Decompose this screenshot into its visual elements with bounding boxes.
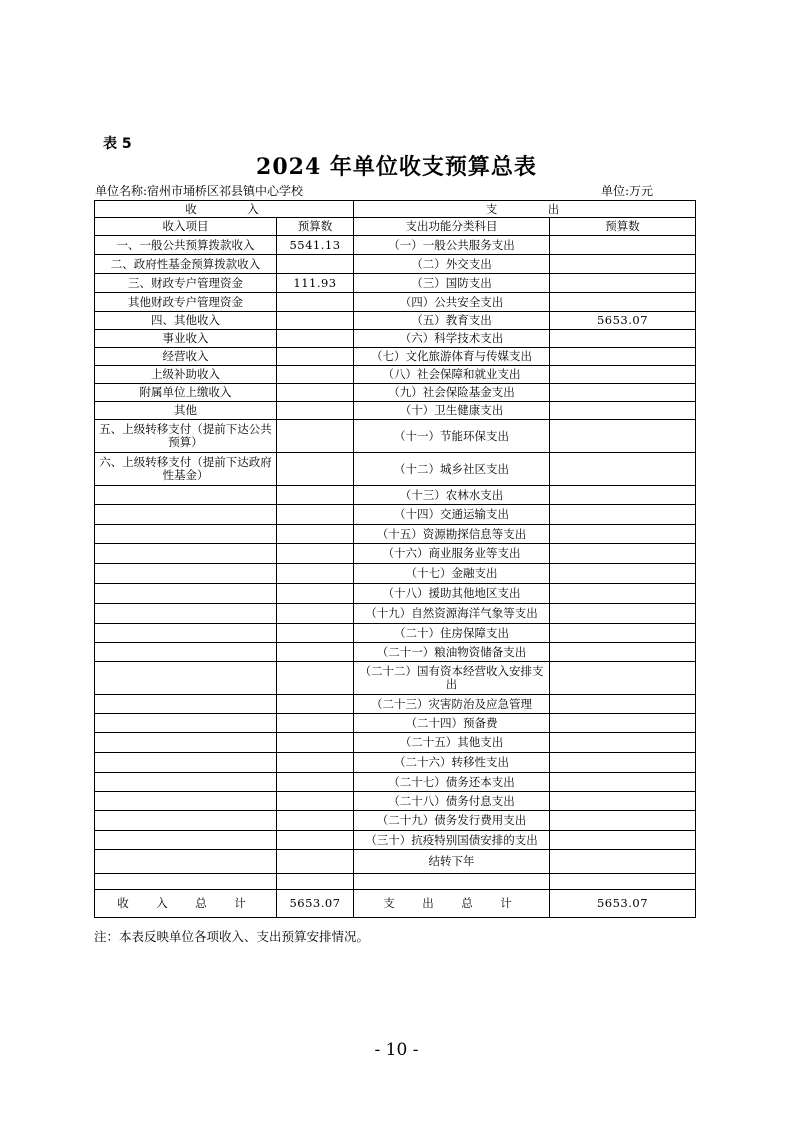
table-row	[95, 850, 696, 874]
expense-amount-cell	[550, 695, 696, 714]
income-total-amount: 5653.07	[277, 890, 354, 918]
income-amount-cell	[277, 584, 354, 604]
expense-amount-cell	[550, 643, 696, 662]
expense-item-cell: （十九）自然资源海洋气象等支出	[354, 604, 550, 624]
table-row	[95, 525, 696, 544]
income-item-cell: 其他	[95, 402, 277, 420]
expense-item-cell: （十三）农林水支出	[354, 486, 550, 505]
expense-amount-cell	[550, 733, 696, 753]
table-row	[95, 695, 696, 714]
income-item-cell	[95, 486, 277, 505]
table-row	[95, 604, 696, 624]
income-amount-cell	[277, 733, 354, 753]
income-item-cell: 事业收入	[95, 330, 277, 348]
expense-item-cell: （十七）金融支出	[354, 564, 550, 584]
income-amount-cell: 5541.13	[277, 236, 354, 255]
income-amount-cell	[277, 850, 354, 874]
expense-amount-cell: 5653.07	[550, 312, 696, 330]
expense-amount-cell	[550, 486, 696, 505]
income-amount-cell	[277, 486, 354, 505]
table-row	[95, 584, 696, 604]
table-row	[95, 293, 696, 312]
totals-row	[95, 890, 696, 918]
expense-amount-cell	[550, 236, 696, 255]
currency-unit: 单位:万元	[600, 184, 653, 198]
expense-amount-cell	[550, 792, 696, 811]
income-item-cell: 一、一般公共预算拨款收入	[95, 236, 277, 255]
income-amount-cell	[277, 662, 354, 695]
expense-amount-cell	[550, 505, 696, 525]
income-item-cell	[95, 773, 277, 792]
expense-amount-cell	[550, 348, 696, 366]
column-header-row	[95, 218, 696, 236]
income-item-cell: 五、上级转移支付（提前下达公共预算）	[95, 420, 277, 453]
table-row	[95, 714, 696, 733]
expense-item-cell: （二十七）债务还本支出	[354, 773, 550, 792]
expense-amount-cell	[550, 604, 696, 624]
income-amount-cell	[277, 831, 354, 850]
income-item-cell	[95, 564, 277, 584]
table-row	[95, 643, 696, 662]
income-amount-cell	[277, 312, 354, 330]
budget-table-body	[95, 201, 696, 918]
expense-amount-cell	[550, 564, 696, 584]
expense-item-cell: （十二）城乡社区支出	[354, 453, 550, 486]
table-row	[95, 274, 696, 293]
income-item-cell: 六、上级转移支付（提前下达政府性基金）	[95, 453, 277, 486]
income-amount-cell	[277, 384, 354, 402]
income-item-cell	[95, 753, 277, 773]
income-item-cell: 三、财政专户管理资金	[95, 274, 277, 293]
expense-amount-cell	[550, 874, 696, 890]
income-item-cell: 二、政府性基金预算拨款收入	[95, 255, 277, 274]
income-amount-cell	[277, 714, 354, 733]
income-amount-cell	[277, 811, 354, 831]
income-amount-cell	[277, 402, 354, 420]
income-amount-cell	[277, 348, 354, 366]
income-item-cell	[95, 792, 277, 811]
income-item-cell: 四、其他收入	[95, 312, 277, 330]
expense-item-cell: （二十）住房保障支出	[354, 624, 550, 643]
table-row	[95, 330, 696, 348]
table-row	[95, 420, 696, 453]
table-row	[95, 453, 696, 486]
expense-amount-header: 预算数	[550, 218, 696, 236]
expense-item-cell: （十四）交通运输支出	[354, 505, 550, 525]
table-row	[95, 236, 696, 255]
expense-amount-cell	[550, 753, 696, 773]
table-row	[95, 505, 696, 525]
income-item-cell: 其他财政专户管理资金	[95, 293, 277, 312]
expense-item-cell: （十六）商业服务业等支出	[354, 544, 550, 564]
income-item-cell	[95, 662, 277, 695]
expense-amount-cell	[550, 831, 696, 850]
income-item-cell	[95, 850, 277, 874]
expense-item-cell: （二十一）粮油物资储备支出	[354, 643, 550, 662]
income-amount-cell	[277, 330, 354, 348]
expense-amount-cell	[550, 453, 696, 486]
expense-item-cell: （三）国防支出	[354, 274, 550, 293]
expense-amount-cell	[550, 544, 696, 564]
income-item-cell	[95, 525, 277, 544]
expense-item-cell: （十一）节能环保支出	[354, 420, 550, 453]
income-item-cell	[95, 733, 277, 753]
income-item-cell	[95, 544, 277, 564]
table-row	[95, 753, 696, 773]
expense-amount-cell	[550, 662, 696, 695]
income-amount-cell	[277, 366, 354, 384]
unit-name: 单位名称:宿州市埇桥区祁县镇中心学校	[95, 184, 304, 198]
table-row	[95, 662, 696, 695]
income-amount-cell	[277, 753, 354, 773]
expense-amount-cell	[550, 330, 696, 348]
expense-amount-cell	[550, 773, 696, 792]
expense-item-cell: （十八）援助其他地区支出	[354, 584, 550, 604]
income-item-cell	[95, 584, 277, 604]
table-row	[95, 402, 696, 420]
section-header-row	[95, 201, 696, 218]
expense-amount-cell	[550, 384, 696, 402]
expense-item-cell: （二十五）其他支出	[354, 733, 550, 753]
income-item-cell	[95, 624, 277, 643]
table-row	[95, 312, 696, 330]
income-amount-cell	[277, 505, 354, 525]
income-amount-cell	[277, 792, 354, 811]
table-row	[95, 733, 696, 753]
income-amount-cell	[277, 255, 354, 274]
expense-item-cell: （三十）抗疫特别国债安排的支出	[354, 831, 550, 850]
expense-item-cell: （十五）资源勘探信息等支出	[354, 525, 550, 544]
income-amount-header: 预算数	[277, 218, 354, 236]
table-number: 表 5	[103, 136, 132, 152]
expense-item-cell: 结转下年	[354, 850, 550, 874]
income-amount-cell	[277, 604, 354, 624]
expense-item-cell: （五）教育支出	[354, 312, 550, 330]
table-row	[95, 348, 696, 366]
table-row	[95, 564, 696, 584]
expense-amount-cell	[550, 255, 696, 274]
footnote: 注：本表反映单位各项收入、支出预算安排情况。	[94, 929, 370, 944]
expense-item-cell: （九）社会保险基金支出	[354, 384, 550, 402]
document-title: 2024 年单位收支预算总表	[256, 154, 537, 180]
budget-table	[94, 200, 696, 918]
expense-total-amount: 5653.07	[550, 890, 696, 918]
expense-item-cell: （二十三）灾害防治及应急管理	[354, 695, 550, 714]
table-row	[95, 486, 696, 505]
income-amount-cell	[277, 643, 354, 662]
expense-item-cell: （十）卫生健康支出	[354, 402, 550, 420]
expense-amount-cell	[550, 850, 696, 874]
income-total-label: 收 入 总 计	[95, 890, 277, 918]
expense-amount-cell	[550, 420, 696, 453]
income-item-cell: 经营收入	[95, 348, 277, 366]
income-amount-cell	[277, 624, 354, 643]
expense-total-label: 支 出 总 计	[354, 890, 550, 918]
table-row	[95, 255, 696, 274]
income-item-cell	[95, 831, 277, 850]
expense-amount-cell	[550, 402, 696, 420]
income-amount-cell	[277, 544, 354, 564]
income-item-cell: 上级补助收入	[95, 366, 277, 384]
income-amount-cell	[277, 874, 354, 890]
income-amount-cell	[277, 564, 354, 584]
page-number: - 10 -	[374, 1040, 419, 1060]
expense-item-cell: （四）公共安全支出	[354, 293, 550, 312]
expense-amount-cell	[550, 293, 696, 312]
table-row	[95, 384, 696, 402]
income-amount-cell	[277, 293, 354, 312]
expense-item-cell: （二十二）国有资本经营收入安排支出	[354, 662, 550, 695]
table-row	[95, 366, 696, 384]
table-row	[95, 544, 696, 564]
expense-item-cell: （一）一般公共服务支出	[354, 236, 550, 255]
table-row	[95, 792, 696, 811]
income-amount-cell	[277, 525, 354, 544]
expense-item-cell: （二十八）债务付息支出	[354, 792, 550, 811]
income-item-header: 收入项目	[95, 218, 277, 236]
income-item-cell	[95, 811, 277, 831]
expense-amount-cell	[550, 366, 696, 384]
expense-section-header: 支 出	[354, 201, 696, 218]
expense-item-cell: （八）社会保障和就业支出	[354, 366, 550, 384]
expense-item-cell: （二十九）债务发行费用支出	[354, 811, 550, 831]
income-amount-cell	[277, 773, 354, 792]
expense-item-cell: （六）科学技术支出	[354, 330, 550, 348]
expense-item-header: 支出功能分类科目	[354, 218, 550, 236]
table-row	[95, 831, 696, 850]
expense-amount-cell	[550, 584, 696, 604]
expense-item-cell	[354, 874, 550, 890]
income-item-cell	[95, 874, 277, 890]
table-row	[95, 874, 696, 890]
income-amount-cell	[277, 420, 354, 453]
table-row	[95, 811, 696, 831]
expense-item-cell: （二十六）转移性支出	[354, 753, 550, 773]
income-item-cell: 附属单位上缴收入	[95, 384, 277, 402]
income-amount-cell	[277, 453, 354, 486]
expense-amount-cell	[550, 274, 696, 293]
expense-item-cell: （二十四）预备费	[354, 714, 550, 733]
income-amount-cell	[277, 695, 354, 714]
table-row	[95, 624, 696, 643]
expense-item-cell: （七）文化旅游体育与传媒支出	[354, 348, 550, 366]
income-amount-cell: 111.93	[277, 274, 354, 293]
income-item-cell	[95, 604, 277, 624]
income-section-header: 收 入	[95, 201, 354, 218]
income-item-cell	[95, 714, 277, 733]
meta-row	[95, 182, 695, 200]
expense-amount-cell	[550, 525, 696, 544]
income-item-cell	[95, 695, 277, 714]
expense-item-cell: （二）外交支出	[354, 255, 550, 274]
expense-amount-cell	[550, 624, 696, 643]
income-item-cell	[95, 643, 277, 662]
table-row	[95, 773, 696, 792]
expense-amount-cell	[550, 714, 696, 733]
income-item-cell	[95, 505, 277, 525]
expense-amount-cell	[550, 811, 696, 831]
